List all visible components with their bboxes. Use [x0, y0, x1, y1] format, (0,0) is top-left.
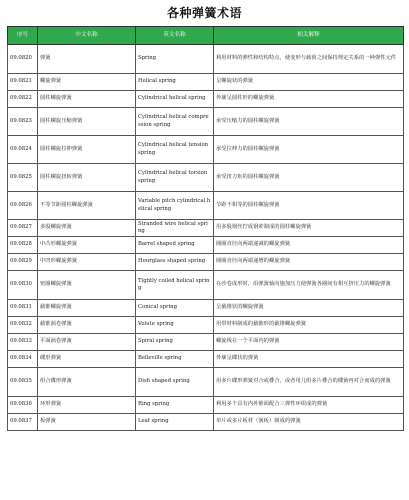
row-explanation: 单片或多片板材（簧板）制成的弹簧 — [214, 414, 404, 431]
header-english-name: 英文名称 — [136, 27, 214, 45]
row-explanation: 在沙卷成形时，沿弹簧轴向施加压力使弹簧各圈间有相互挤压力的螺旋弹簧 — [214, 271, 404, 300]
row-chinese-name: 密圈螺旋弹簧 — [38, 271, 136, 300]
row-explanation: 用带材料制成的截锥形的截锥螺旋弹簧 — [214, 317, 404, 334]
row-english-name: Stranded wire helical spring — [136, 220, 214, 237]
row-number: 09.0820 — [8, 45, 38, 74]
row-english-name: Cylindrical helical spring — [136, 91, 214, 108]
table-row — [8, 271, 404, 300]
row-number: 09.0826 — [8, 192, 38, 220]
row-chinese-name: 平面涡卷弹簧 — [38, 334, 136, 351]
table-row — [8, 368, 404, 397]
row-explanation: 利用材料的弹性和结构特点，使变形与载荷之间保持规定关系的一种弹性元件 — [214, 45, 404, 74]
table-row — [8, 45, 404, 74]
row-explanation: 螺旋线在一个平面内的弹簧 — [214, 334, 404, 351]
row-chinese-name: 圆柱螺旋拉伸弹簧 — [38, 136, 136, 164]
row-chinese-name: 环形弹簧 — [38, 397, 136, 414]
row-explanation: 承受压缩力的圆柱螺旋弹簧 — [214, 108, 404, 136]
row-number: 09.0825 — [8, 164, 38, 192]
table-row — [8, 334, 404, 351]
row-number: 09.0836 — [8, 397, 38, 414]
row-english-name: Conical spring — [136, 300, 214, 317]
row-english-name: Volute spring — [136, 317, 214, 334]
row-explanation: 用多片碟形弹簧对合或叠合，或者用几组多片叠合的碟簧再对合而成的弹簧 — [214, 368, 404, 397]
row-number: 09.0824 — [8, 136, 38, 164]
page-title: 各种弹簧术语 — [166, 6, 242, 20]
row-chinese-name: 圆柱螺旋压缩弹簧 — [38, 108, 136, 136]
row-english-name: Cylindrical helical torsion spring — [136, 164, 214, 192]
row-explanation: 节距不相等的圆柱螺旋弹簧 — [214, 192, 404, 220]
terms-table — [7, 26, 404, 431]
row-number: 09.0822 — [8, 91, 38, 108]
table-row — [8, 237, 404, 254]
row-chinese-name: 组合碟形弹簧 — [38, 368, 136, 397]
table-row — [8, 397, 404, 414]
table-row — [8, 220, 404, 237]
row-chinese-name: 截锥涡卷弹簧 — [38, 317, 136, 334]
row-chinese-name: 多股螺旋弹簧 — [38, 220, 136, 237]
row-english-name: Cylindrical helical tension spring — [136, 136, 214, 164]
table-row — [8, 136, 404, 164]
table-row — [8, 254, 404, 271]
row-english-name: Helical spring — [136, 74, 214, 91]
table-row — [8, 192, 404, 220]
table-header-row — [8, 27, 404, 45]
row-english-name: Belleville spring — [136, 351, 214, 368]
row-chinese-name: 弹簧 — [38, 45, 136, 74]
row-english-name: Leaf spring — [136, 414, 214, 431]
table-row — [8, 164, 404, 192]
row-chinese-name: 圆柱螺旋扭转弹簧 — [38, 164, 136, 192]
table-row — [8, 351, 404, 368]
row-english-name: Dish shaped spring — [136, 368, 214, 397]
row-english-name: Spring — [136, 45, 214, 74]
row-number: 09.0834 — [8, 351, 38, 368]
row-number: 09.0827 — [8, 220, 38, 237]
row-english-name: Tightly coiled helical spring — [136, 271, 214, 300]
row-number: 09.0833 — [8, 334, 38, 351]
table-row — [8, 108, 404, 136]
row-explanation: 圈圈直径向两端递减的螺旋弹簧 — [214, 237, 404, 254]
row-explanation: 外廓呈圆柱形的螺旋弹簧 — [214, 91, 404, 108]
row-number: 09.0832 — [8, 317, 38, 334]
row-english-name: Barrel shaped spring — [136, 237, 214, 254]
row-number: 09.0829 — [8, 254, 38, 271]
table-row — [8, 300, 404, 317]
header-number: 序号 — [8, 27, 38, 45]
row-chinese-name: 中凸形螺旋弹簧 — [38, 237, 136, 254]
row-chinese-name: 板弹簧 — [38, 414, 136, 431]
row-chinese-name: 碟形弹簧 — [38, 351, 136, 368]
row-explanation: 圈圈直径向两端递增的螺旋弹簧 — [214, 254, 404, 271]
row-explanation: 外廓呈碟状的弹簧 — [214, 351, 404, 368]
row-english-name: Spiral spring — [136, 334, 214, 351]
row-chinese-name: 圆柱螺旋弹簧 — [38, 91, 136, 108]
row-number: 09.0828 — [8, 237, 38, 254]
row-english-name: Variable pitch cylindrical helical spring — [136, 192, 214, 220]
row-explanation: 呈截锥状的螺旋弹簧 — [214, 300, 404, 317]
row-english-name: Hourglass shaped spring — [136, 254, 214, 271]
row-number: 09.0837 — [8, 414, 38, 431]
header-chinese-name: 中文名称 — [38, 27, 136, 45]
table-row — [8, 74, 404, 91]
row-explanation: 利用多个具有内外锥面配合三弹性环组成的弹簧 — [214, 397, 404, 414]
row-explanation: 承受拉伸力的圆柱螺旋弹簧 — [214, 136, 404, 164]
row-chinese-name: 截锥螺旋弹簧 — [38, 300, 136, 317]
row-number: 09.0835 — [8, 368, 38, 397]
row-number: 09.0830 — [8, 271, 38, 300]
table-row — [8, 317, 404, 334]
row-explanation: 呈螺旋状的弹簧 — [214, 74, 404, 91]
row-english-name: Cylindrical helical compression spring — [136, 108, 214, 136]
row-chinese-name: 螺旋弹簧 — [38, 74, 136, 91]
row-explanation: 用多股钢丝拧成钢索制成的圆柱螺旋弹簧 — [214, 220, 404, 237]
table-row — [8, 414, 404, 431]
row-number: 09.0821 — [8, 74, 38, 91]
table-row — [8, 91, 404, 108]
row-number: 09.0823 — [8, 108, 38, 136]
header-explanation: 相关解释 — [214, 27, 404, 45]
row-explanation: 承受扭力矩的圆柱螺旋弹簧 — [214, 164, 404, 192]
row-chinese-name: 不等节距圆柱螺旋弹簧 — [38, 192, 136, 220]
row-number: 09.0831 — [8, 300, 38, 317]
row-english-name: Ring spring — [136, 397, 214, 414]
row-chinese-name: 中凹形螺旋弹簧 — [38, 254, 136, 271]
